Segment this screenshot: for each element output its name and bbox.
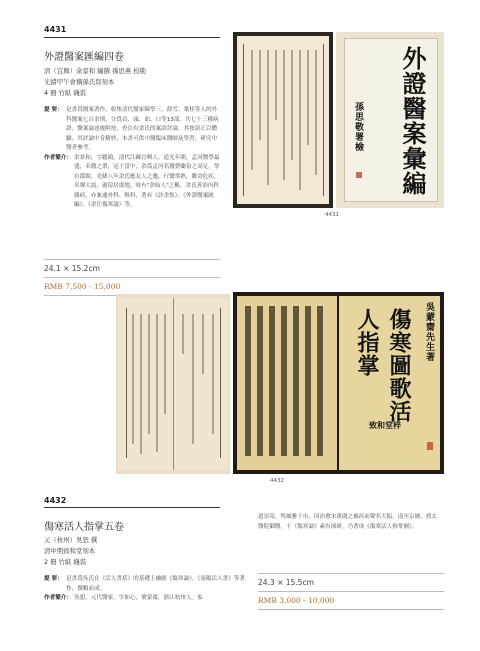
- text-column: [269, 306, 275, 456]
- text-column: [156, 314, 158, 452]
- text-column: [317, 306, 323, 456]
- text-column: [299, 50, 301, 190]
- text-column: [291, 50, 293, 160]
- text-column: [293, 306, 299, 456]
- text-column: [245, 306, 251, 456]
- text-column: [283, 50, 285, 180]
- divider: [258, 573, 444, 574]
- lot-title: 外證醫案匯編四卷: [44, 52, 124, 63]
- lot-description: [44, 106, 220, 211]
- divider: [258, 609, 444, 610]
- image-caption: 4431: [325, 212, 339, 218]
- image-caption: 4432: [270, 478, 284, 484]
- author-line: 清（宜興）余景和 編撰 孫思燕 校勘: [44, 67, 146, 75]
- text-column: [132, 314, 134, 444]
- author-bio-continued: 道崇寄，隽風雅于市，因治愈宋萬虞之風疾而聲名大振。南至京師，授太醫院御醫，于《傷寒論》素有深研，乃著成《傷寒活人指掌圖》。: [258, 514, 438, 530]
- lot-number: 4432: [44, 496, 67, 505]
- book-interior-image: [116, 294, 230, 474]
- divider: [44, 507, 220, 508]
- lot-description: [44, 575, 250, 604]
- text-column: [182, 314, 184, 354]
- author-bio-text: 余景和，字聽鴻，清代江蘇宜興人。道光年間，孟河醫學最盛，名醫之衆，冠于當中，余爲孟河名醫費蘭泉之高足，學有淵源，光緒八年余氏應友人之邀，行醫常熟，數奇危疾，名聲大震，遂留居虞地，時有"余仙人"之稱，余氏善治內科雜病，亦兼通外科、喉科，著有《診余集》、《外證醫案匯編》、《余注傷寒論》等。: [74, 154, 220, 208]
- lot-title: 傷寒活人指掌五卷: [44, 522, 124, 533]
- summary-row: [44, 106, 220, 154]
- divider: [44, 37, 220, 38]
- summary-text: 是書爲吳氏在《活人書括》的基礎上融匯《傷寒論》、《南陽活人書》等著作，撰輯而成。: [66, 576, 245, 592]
- text-column: [281, 306, 287, 456]
- price-estimate: RMB 7,500 - 15,000: [44, 282, 121, 291]
- text-column: [212, 314, 214, 434]
- price-estimate: RMB 3,000 - 10,000: [258, 596, 335, 605]
- page-frame: [323, 44, 324, 196]
- divider: [258, 591, 444, 592]
- author-bio-label: 作者簡介：: [44, 595, 72, 601]
- author-line: 元（杭州）吳恕 撰: [44, 536, 98, 544]
- text-column: [307, 50, 309, 145]
- author-bio-row: [44, 154, 220, 211]
- cover-author: 吳蒙齋先生著: [424, 302, 434, 362]
- text-column: [259, 50, 261, 140]
- text-column: [275, 50, 277, 120]
- dimensions: 24.1 × 15.2cm: [44, 264, 100, 273]
- text-column: [267, 50, 269, 185]
- text-column: [251, 50, 253, 170]
- text-column: [257, 306, 263, 456]
- book-cover-image: [233, 292, 444, 474]
- book-interior-image: [233, 32, 333, 208]
- red-seal: [356, 172, 362, 178]
- author-bio-label: 作者簡介：: [44, 154, 72, 161]
- volume-line: 4 冊 竹紙 綫裝: [44, 89, 87, 97]
- cover-signature: 孫思敬署檢: [353, 102, 363, 152]
- text-column: [148, 314, 150, 434]
- author-bio-text: 吳恕，元代醫家，字如心，號蒙齋，浙江杭州人。家: [74, 595, 203, 601]
- text-column: [305, 306, 311, 456]
- text-column: [164, 314, 166, 414]
- volume-line: 2 冊 竹紙 綫裝: [44, 558, 87, 566]
- page-fold: [173, 298, 174, 470]
- author-bio-row: [44, 594, 250, 604]
- edition-line: 光緒甲午會稽孫氏寫刻本: [44, 78, 115, 86]
- cover-title: 外證醫案彙編: [398, 46, 427, 196]
- page-frame: [243, 44, 244, 196]
- page-frame: [126, 308, 127, 458]
- book-cover-image: [336, 32, 444, 208]
- cover-title: 傷寒圖歌活人指掌: [354, 308, 412, 423]
- text-column: [202, 314, 204, 374]
- lot-number: 4431: [44, 25, 67, 34]
- summary-text: 是書爲醫案著作，收集清代醫家陳學三，薛雪、葉桂等人的外科醫案七百余則，分爲首、頭、面、口等13部，共七十三種病證，醫案論述後附按，查注有余氏的案語評論，其按語正以體驗，其評論中肯精妙，本書可供中醫臨床醫師及學習、研究中醫者參考。: [66, 107, 219, 151]
- edition-line: 清中期致和堂刻本: [44, 547, 96, 555]
- divider: [44, 277, 220, 278]
- red-seal: [427, 442, 433, 450]
- text-column: [315, 50, 317, 175]
- page-frame: [220, 308, 221, 458]
- summary-row: [44, 575, 250, 594]
- summary-label: 提 要：: [44, 576, 63, 582]
- summary-label: 提 要：: [44, 107, 63, 113]
- divider: [44, 259, 220, 260]
- text-column: [140, 314, 142, 454]
- dimensions: 24.3 × 15.5cm: [258, 578, 314, 587]
- cover-publisher: 致和堂梓: [369, 420, 401, 430]
- text-column: [192, 314, 194, 444]
